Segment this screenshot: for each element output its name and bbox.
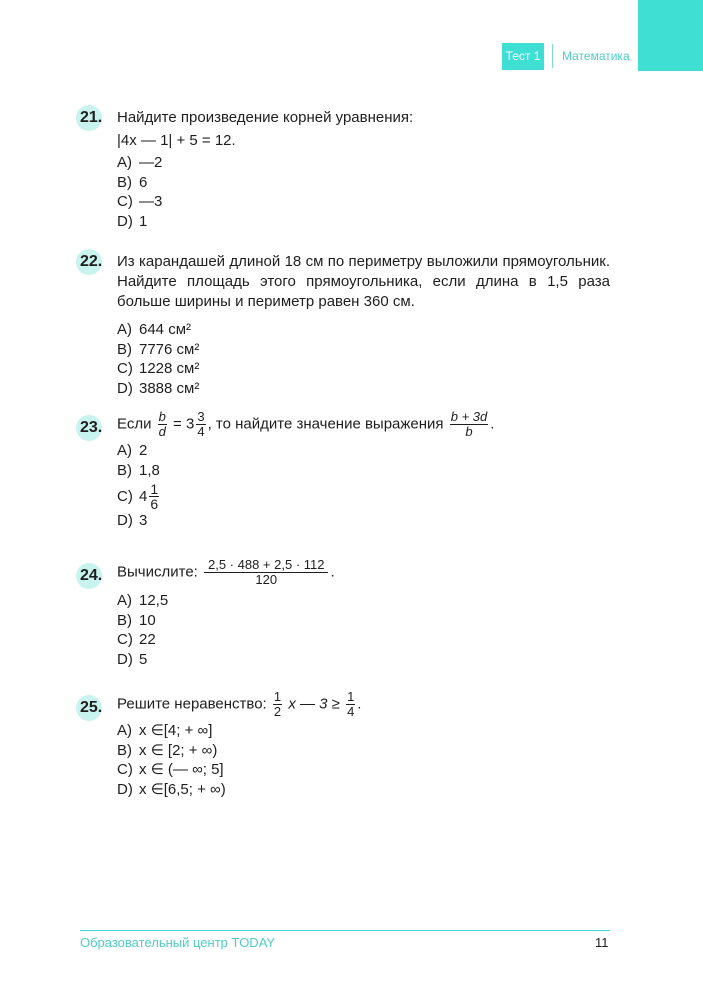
mixed-fraction: $\frac{3}{4}$ [197, 409, 205, 439]
options-list [117, 320, 610, 398]
option-b[interactable]: B) 1,8 [117, 461, 160, 479]
footer-publisher: Образовательный центр TODAY [80, 935, 276, 950]
option-c[interactable]: C) —3 [117, 193, 163, 210]
option-c[interactable]: C) 1228 см² [117, 360, 200, 377]
fraction-one-quarter: $\frac{1}{4}$ [347, 689, 355, 719]
header-subject: Математика [562, 49, 630, 63]
option-a[interactable]: A) 2 [117, 442, 148, 459]
question-text: Найдите произведение корней уравнения: [117, 109, 414, 126]
option-a[interactable]: A) 644 см² [117, 321, 192, 338]
question-number: 25. [80, 698, 110, 718]
question-21 [80, 108, 610, 231]
fraction-expression: $\frac{b + 3d}{b}$ [450, 409, 488, 439]
option-b[interactable]: B) x ∈ [2; + ∞) [117, 741, 218, 759]
question-number: 21. [80, 108, 110, 128]
page-number: 11 [595, 935, 609, 950]
fraction-compute: $\frac{2,5 \cdot 488 + 2,5 \cdot 112}{120}$ [204, 558, 328, 587]
option-d[interactable]: D) x ∈[6,5; + ∞) [117, 780, 226, 798]
option-c[interactable]: C) x ∈ (— ∞; 5] [117, 761, 224, 778]
options-list [117, 153, 610, 231]
question-text: Решите неравенство: $\frac{1}{2}$ x — 3 ≥ $\frac{1}{4}$ . [117, 689, 362, 719]
question-text: Из карандашей длиной 18 см по периметру выложили прямоугольник. Найдите площадь этого прямоугольника, если длина в 1,5 раза больше ширины и периметр равен 360 см. [117, 253, 610, 310]
question-text: Если $\frac{b}{d}$ = 3 $\frac{3}{4}$ , то найдите значение выражения $\frac{b + 3d}{b}$ . [117, 409, 495, 439]
option-d[interactable]: D) 3888 см² [117, 379, 200, 397]
options-list [117, 441, 610, 531]
header-divider [552, 44, 553, 68]
option-a[interactable]: A) —2 [117, 154, 163, 171]
option-d[interactable]: D) 1 [117, 212, 148, 230]
option-c[interactable]: C) 4 $\frac{1}{6}$ [117, 481, 159, 512]
option-d[interactable]: D) 3 [117, 512, 148, 529]
question-number: 24. [80, 566, 110, 586]
option-c[interactable]: C) 22 [117, 631, 156, 648]
fraction-b-over-d: $\frac{b}{d}$ [158, 409, 166, 439]
option-b[interactable]: B) 6 [117, 173, 148, 191]
question-number: 23. [80, 418, 110, 438]
question-text: Вычислите: $\frac{2,5 \cdot 488 + 2,5 \cdot 112}{120}$ . [117, 557, 335, 587]
question-equation: |4x — 1| + 5 = 12. [117, 132, 236, 149]
header-test-label: Тест 1 [502, 43, 544, 70]
option-a[interactable]: A) x ∈[4; + ∞] [117, 722, 213, 739]
options-list [117, 721, 610, 799]
option-d[interactable]: D) 5 [117, 650, 148, 668]
question-number: 22. [80, 252, 110, 272]
options-list [117, 591, 610, 669]
option-b[interactable]: B) 10 [117, 611, 156, 629]
question-23 [80, 409, 610, 531]
corner-accent [638, 0, 703, 71]
question-25 [80, 689, 610, 799]
option-b[interactable]: B) 7776 см² [117, 340, 200, 358]
footer-divider [80, 930, 610, 931]
option-a[interactable]: A) 12,5 [117, 592, 169, 609]
question-22 [80, 252, 610, 398]
question-24 [80, 557, 610, 669]
fraction-one-half: $\frac{1}{2}$ [273, 689, 282, 719]
